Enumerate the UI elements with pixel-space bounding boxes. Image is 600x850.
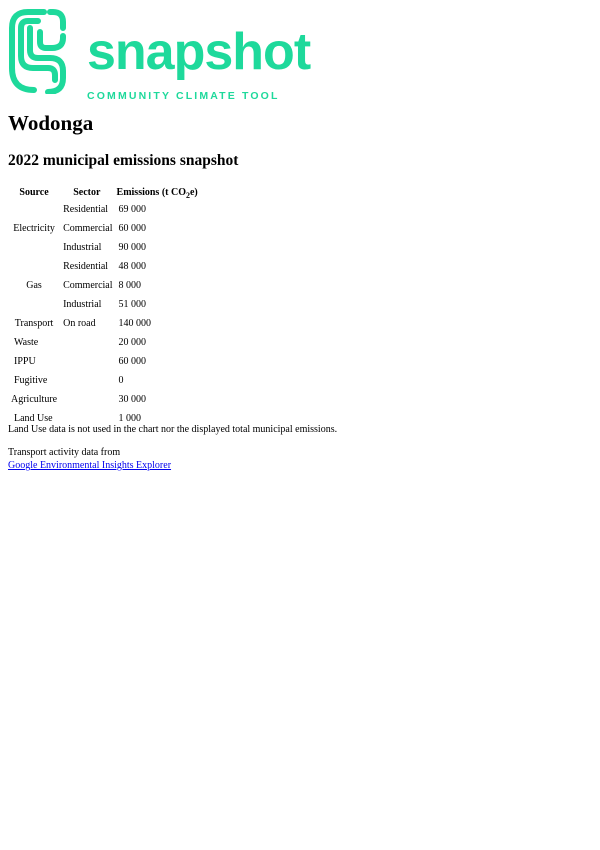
table-row [10, 334, 199, 351]
sector-cell: Commercial [63, 280, 113, 291]
source-cell: Fugitive [14, 375, 48, 386]
emissions-value: 51 000 [118, 299, 147, 310]
emissions-value: 140 000 [118, 318, 152, 329]
emissions-value: 48 000 [118, 261, 147, 272]
header-emissions-subscript: 2 [185, 191, 190, 200]
emissions-value: 69 000 [118, 204, 147, 215]
sector-cell: Residential [63, 261, 109, 272]
source-cell: Land Use [14, 413, 53, 424]
emissions-value: 90 000 [118, 242, 147, 253]
sector-cell: On road [63, 318, 96, 329]
emissions-value: 0 [118, 375, 124, 386]
table-row [10, 201, 199, 218]
header-emissions-suffix: e) [189, 187, 198, 198]
sector-cell-empty [60, 334, 113, 351]
land-use-note: Land Use data is not used in the chart nor the displayed total municipal emissions. [8, 424, 338, 435]
source-cell: IPPU [14, 356, 36, 367]
sector-cell-empty [60, 372, 113, 389]
logo-tagline: COMMUNITY CLIMATE TOOL [87, 90, 280, 102]
source-text: Transport activity data from [8, 447, 121, 458]
source-cell: Gas [26, 280, 42, 291]
header-emissions-prefix: Emissions (t CO [116, 187, 186, 198]
table-row [10, 372, 199, 389]
sector-cell: Industrial [63, 242, 102, 253]
source-cell: Waste [14, 337, 39, 348]
emissions-value: 8 000 [118, 280, 142, 291]
table-row [10, 391, 199, 408]
table-row [10, 258, 199, 275]
logo-wordmark: snapshot [87, 23, 311, 81]
source-cell: Electricity [13, 223, 55, 234]
page-title: Wodonga [8, 111, 94, 135]
header-source: Source [19, 187, 49, 198]
emissions-value: 1 000 [118, 413, 142, 424]
emissions-value: 20 000 [118, 337, 147, 348]
source-cell: Transport [14, 318, 54, 329]
sector-cell-empty [60, 353, 113, 370]
sector-cell: Industrial [63, 299, 102, 310]
emissions-value: 60 000 [118, 223, 147, 234]
transport-data-source [8, 446, 171, 472]
snapshot-logo [8, 8, 311, 102]
sector-cell: Residential [63, 204, 109, 215]
page-subtitle: 2022 municipal emissions snapshot [8, 152, 239, 169]
snapshot-s-logo-icon [8, 8, 66, 94]
sector-cell-empty [60, 391, 113, 408]
table-row [10, 353, 199, 370]
header-emissions [116, 186, 199, 199]
google-eie-link[interactable]: Google Environmental Insights Explorer [8, 460, 172, 471]
header-sector: Sector [73, 187, 101, 198]
emissions-value: 30 000 [118, 394, 147, 405]
sector-cell: Commercial [63, 223, 113, 234]
table-header-row [10, 186, 199, 199]
emissions-table [8, 184, 201, 429]
emissions-value: 60 000 [118, 356, 147, 367]
table-row [10, 315, 199, 332]
source-cell: Agriculture [11, 394, 58, 405]
